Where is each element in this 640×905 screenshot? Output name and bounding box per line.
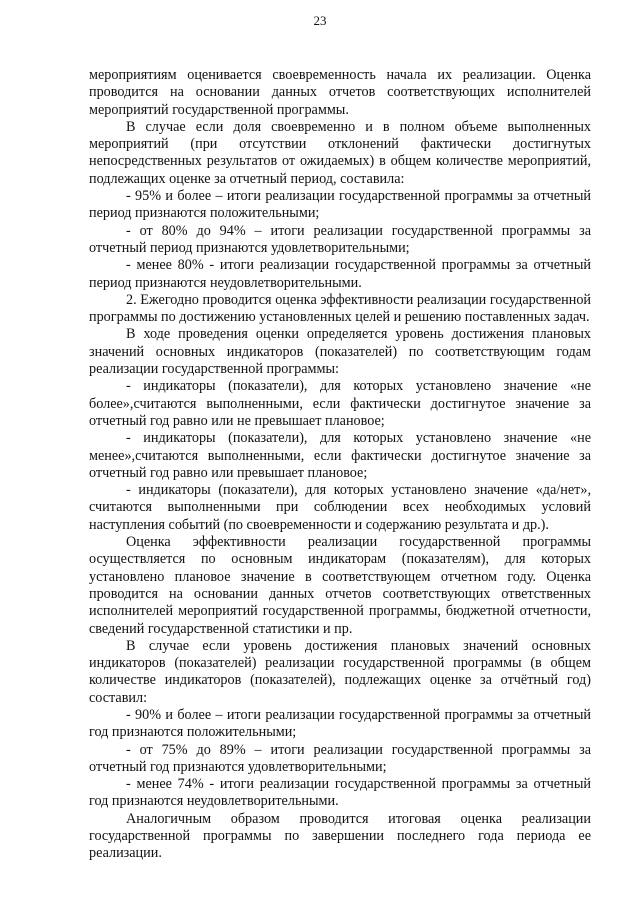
paragraph: 2. Ежегодно проводится оценка эффективности реализации государственной программы по достижению установленных целей и решению поставленных задач.: [89, 291, 591, 326]
list-item: - 95% и более – итоги реализации государственной программы за отчетный период признаются положительными;: [89, 188, 591, 222]
paragraph: В ходе проведения оценки определяется уровень достижения плановых значений основных индикаторов (показателей) по соответствующим годам реализации государственной программы:: [89, 326, 591, 378]
list-item: - от 75% до 89% – итоги реализации государственной программы за отчетный год признаются удовлетворительными;: [89, 741, 591, 775]
paragraph: В случае если уровень достижения плановых значений основных индикаторов (показателей) реализации государственной программы (в общем количестве индикаторов (показателей), подлежащих оценке за отчётный год) составил:: [89, 637, 591, 706]
list-item: - от 80% до 94% – итоги реализации государственной программы за отчетный период признаются удовлетворительными;: [89, 222, 591, 256]
list-item: - индикаторы (показатели), для которых установлено значение «да/нет», считаются выполненными при соблюдении всех необходимых условий наступления событий (по своевременности и содержанию результата и др.).: [89, 482, 591, 533]
paragraph: В случае если доля своевременно и в полном объеме выполненных мероприятий (при отсутствии отклонений фактически достигнутых непосредственных результатов от ожидаемых) в общем количестве мероприятий, подлежащих оценке за отчетный период, составила:: [89, 118, 591, 187]
list-item: - индикаторы (показатели), для которых установлено значение «не более»,считаются выполненными, если фактически достигнутое значение за отчетный год равно или не превышает плановое;: [89, 378, 591, 429]
list-item: - менее 74% - итоги реализации государственной программы за отчетный год признаются неудовлетворительными.: [89, 776, 591, 810]
page-number: 23: [313, 13, 327, 28]
paragraph: мероприятиям оценивается своевременность начала их реализации. Оценка проводится на основании данных отчетов соответствующих исполнителей мероприятий государственной программы.: [89, 67, 591, 118]
list-item: - индикаторы (показатели), для которых установлено значение «не менее»,считаются выполненными, если фактически достигнутое значение за отчетный год равно или превышает плановое;: [89, 430, 591, 481]
list-item: - 90% и более – итоги реализации государственной программы за отчетный год признаются положительными;: [89, 706, 591, 741]
document-body: [89, 67, 591, 863]
paragraph: Оценка эффективности реализации государственной программы осуществляется по основным индикаторам (показателям), для которых установлено плановое значение в соответствующем отчетном году. Оценка проводится на основании данных отчетов соответствующих ответственных исполнителей мероприятий государственной программы, бюджетной отчетности, сведений государственной статистики и пр.: [89, 534, 591, 637]
list-item: - менее 80% - итоги реализации государственной программы за отчетный период признаются неудовлетворительными.: [89, 257, 591, 291]
paragraph: Аналогичным образом проводится итоговая оценка реализации государственной программы по завершении последнего года периода ее реализации.: [89, 810, 591, 862]
